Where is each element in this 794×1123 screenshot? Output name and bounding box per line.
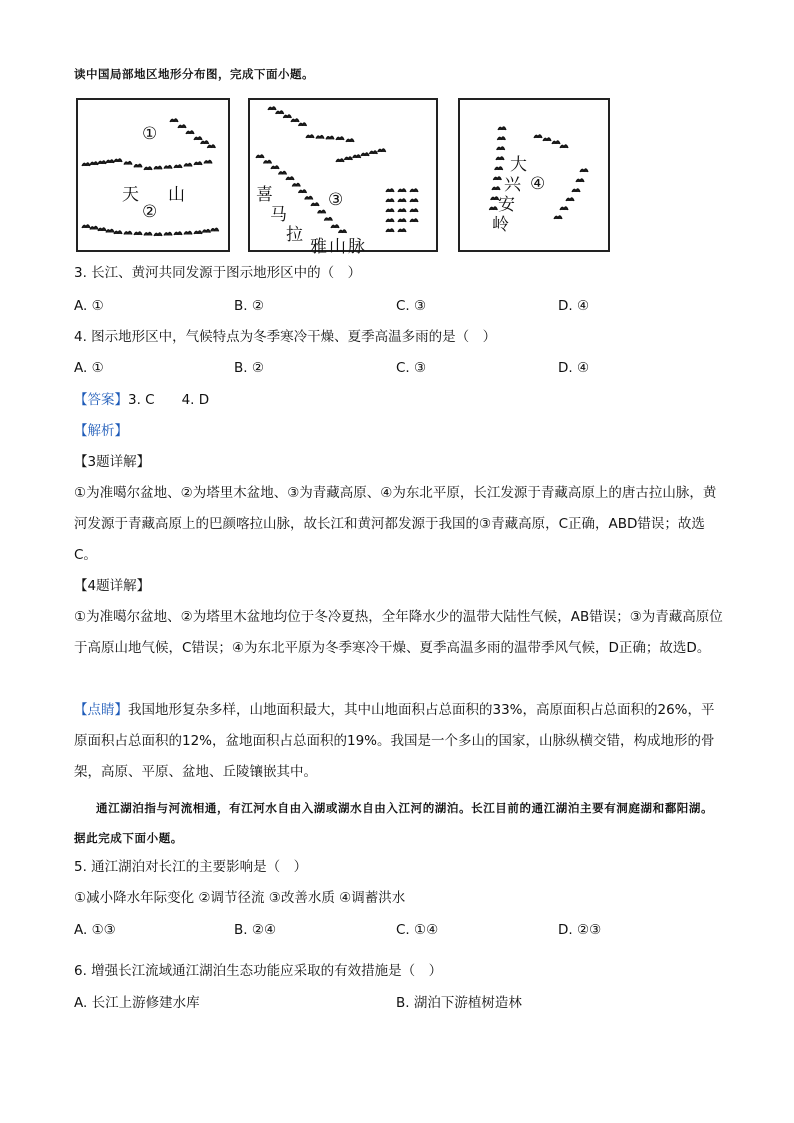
q6-option-a: A. 长江上游修建水库 <box>74 995 200 1011</box>
mountain-mark <box>299 123 307 126</box>
mountain-mark <box>554 216 562 219</box>
map1-label-shan: 山 <box>168 185 185 205</box>
mountain-mark <box>124 162 132 165</box>
mountain-mark <box>410 209 418 212</box>
mountain-mark <box>543 138 551 141</box>
mountain-mark <box>164 232 172 235</box>
map2-label-3: ③ <box>328 190 344 210</box>
answer-text: 3. C 4. D <box>128 392 210 408</box>
mountain-mark <box>311 203 319 206</box>
mountain-mark <box>398 219 406 222</box>
mountain-mark <box>106 160 114 163</box>
mountain-mark <box>184 163 192 166</box>
map1-label-2: ② <box>142 202 158 222</box>
mountain-mark <box>576 179 584 182</box>
mountain-mark <box>331 225 339 228</box>
mountain-mark <box>114 159 122 162</box>
mountain-mark <box>386 189 394 192</box>
mountain-mark <box>369 151 377 154</box>
mountain-mark <box>268 107 276 110</box>
intro-text-2: 通江湖泊指与河流相通，有江河水自由入湖或湖水自由入江河的湖泊。长江目前的通江湖泊主要有洞庭湖和鄱阳湖。据此完成下面小题。 <box>74 801 714 845</box>
mountain-mark <box>344 157 352 160</box>
intro-text-1: 读中国局部地区地形分布图，完成下面小题。 <box>74 67 314 81</box>
mountain-mark <box>497 137 505 140</box>
map1-label-tian: 天 <box>122 185 139 205</box>
mountain-mark <box>306 135 314 138</box>
mountain-mark <box>386 199 394 202</box>
d4-text: ①为准噶尔盆地、②为塔里木盆地均位于冬冷夏热，全年降水少的温带大陆性气候，AB错误；③为青藏高原位于高原山地气候，C错误；④为东北平原为冬季寒冷干燥、夏季高温多雨的温带季风气候，D正确；故选D。 <box>74 609 723 656</box>
mountain-mark <box>178 125 186 128</box>
analysis-tag: 【解析】 <box>74 423 128 439</box>
mountain-mark <box>144 232 152 235</box>
mountain-mark <box>106 229 114 232</box>
q5-option-b: B. ②④ <box>234 922 277 938</box>
mountain-mark <box>256 155 264 158</box>
map3-label-xing: 兴 <box>504 175 521 195</box>
mountain-mark <box>114 231 122 234</box>
mountain-mark <box>134 232 142 235</box>
mountain-mark <box>498 127 506 130</box>
mountain-mark <box>292 183 300 186</box>
map2-label-ma: 马 <box>270 205 287 225</box>
map3-label-an: 安 <box>498 195 515 215</box>
mountain-mark <box>286 177 294 180</box>
mountain-mark <box>386 209 394 212</box>
mountain-mark <box>202 230 210 233</box>
mountain-mark <box>324 218 332 221</box>
mountain-mark <box>326 136 334 139</box>
mountain-mark <box>186 131 194 134</box>
mountain-mark <box>299 190 307 193</box>
mountain-mark <box>264 160 272 163</box>
mountain-mark <box>398 199 406 202</box>
mountain-mark <box>497 147 505 150</box>
map3-label-ling: 岭 <box>492 215 509 235</box>
mountain-mark <box>305 196 313 199</box>
mountain-mark <box>204 160 212 163</box>
mountain-mark <box>207 145 215 148</box>
mountain-mark <box>495 167 503 170</box>
d4-tag: 【4题详解】 <box>74 578 151 594</box>
mountain-mark <box>560 145 568 148</box>
map-daxinganling <box>458 98 610 252</box>
mountain-mark <box>318 210 326 213</box>
mountain-mark <box>291 119 299 122</box>
mountain-mark <box>410 219 418 222</box>
mountain-mark <box>82 163 90 166</box>
answer-line <box>74 391 209 409</box>
mountain-mark <box>410 199 418 202</box>
mountain-mark <box>90 162 98 165</box>
mountain-mark <box>398 209 406 212</box>
q5-option-c: C. ①④ <box>396 922 439 938</box>
mountain-mark <box>283 115 291 118</box>
map2-label-xi: 喜 <box>256 185 273 205</box>
mountain-mark <box>580 169 588 172</box>
mountain-mark <box>90 226 98 229</box>
mountain-mark <box>98 228 106 231</box>
mountain-mark <box>386 219 394 222</box>
mountain-mark <box>378 149 386 152</box>
map-junggar-tarim <box>76 98 230 252</box>
mountain-mark <box>361 153 369 156</box>
mountain-mark <box>493 177 501 180</box>
q3-option-a: A. ① <box>74 298 104 314</box>
mountain-symbols-map2 <box>250 100 436 250</box>
q4-option-a: A. ① <box>74 360 104 376</box>
mountain-mark <box>194 231 202 234</box>
q4-option-d: D. ④ <box>558 360 590 376</box>
mountain-mark <box>398 229 406 232</box>
q4-option-b: B. ② <box>234 360 264 376</box>
answer-tag: 【答案】 <box>74 392 128 408</box>
mountain-mark <box>201 141 209 144</box>
mountain-mark <box>194 162 202 165</box>
q5-option-d: D. ②③ <box>558 922 602 938</box>
map3-label-da: 大 <box>510 155 527 175</box>
mountain-mark <box>496 157 504 160</box>
map-himalaya <box>248 98 438 257</box>
map1-label-1: ① <box>142 124 158 144</box>
mountain-mark <box>271 166 279 169</box>
q4-stem: 4. 图示地形区中，气候特点为冬季寒冷干燥、夏季高温多雨的是（ ） <box>74 329 497 345</box>
tip-tag: 【点睛】 <box>74 702 128 718</box>
mountain-mark <box>410 189 418 192</box>
d3-tag: 【3题详解】 <box>74 454 151 470</box>
mountain-mark <box>353 155 361 158</box>
mountain-mark <box>154 233 162 236</box>
mountain-mark <box>174 232 182 235</box>
tip-text: 我国地形复杂多样，山地面积最大，其中山地面积占总面积的33%，高原面积占总面积的26%，平原面积占总面积的12%，盆地面积占总面积的19%。我国是一个多山的国家，山脉纵横交错，构成地形的骨架，高原、平原、盆地、丘陵镶嵌其中。 <box>74 702 715 780</box>
mountain-mark <box>134 164 142 167</box>
map2-label-la: 拉 <box>286 225 303 245</box>
mountain-mark <box>534 135 542 138</box>
q5-option-a: A. ①③ <box>74 922 116 938</box>
mountain-mark <box>346 139 354 142</box>
mountain-mark <box>316 136 324 139</box>
mountain-mark <box>398 189 406 192</box>
mountain-mark <box>566 198 574 201</box>
mountain-mark <box>124 231 132 234</box>
q4-option-c: C. ③ <box>396 360 427 376</box>
mountain-mark <box>174 165 182 168</box>
mountain-mark <box>211 228 219 231</box>
q3-option-c: C. ③ <box>396 298 427 314</box>
q5-stem: 5. 通江湖泊对长江的主要影响是（ ） <box>74 859 308 875</box>
q3-option-b: B. ② <box>234 298 264 314</box>
mountain-mark <box>552 141 560 144</box>
mountain-mark <box>170 119 178 122</box>
q5-sub-items: ①减小降水年际变化 ②调节径流 ③改善水质 ④调蓄洪水 <box>74 890 406 906</box>
mountain-mark <box>276 111 284 114</box>
mountain-mark <box>184 231 192 234</box>
map3-label-4: ④ <box>530 174 546 194</box>
mountain-mark <box>144 167 152 170</box>
mountain-mark <box>154 166 162 169</box>
mountain-mark <box>336 159 344 162</box>
q3-option-d: D. ④ <box>558 298 590 314</box>
d3-text: ①为准噶尔盆地、②为塔里木盆地、③为青藏高原、④为东北平原，长江发源于青藏高原上的唐古拉山脉，黄河发源于青藏高原上的巴颜喀拉山脉，故长江和黄河都发源于我国的③青藏高原，C正确，ABD错误；故选C。 <box>74 485 717 563</box>
mountain-mark <box>82 225 90 228</box>
tip-paragraph <box>74 695 724 788</box>
mountain-mark <box>336 137 344 140</box>
mountain-mark <box>572 189 580 192</box>
mountain-mark <box>98 161 106 164</box>
map2-label-yashanmai: 雅山脉 <box>310 237 367 257</box>
mountain-mark <box>279 171 287 174</box>
q6-option-b: B. 湖泊下游植树造林 <box>396 995 522 1011</box>
mountain-mark <box>560 207 568 210</box>
q6-stem: 6. 增强长江流域通江湖泊生态功能应采取的有效措施是（ ） <box>74 963 443 979</box>
mountain-mark <box>194 137 202 140</box>
mountain-mark <box>386 229 394 232</box>
q3-stem: 3. 长江、黄河共同发源于图示地形区中的（ ） <box>74 265 362 281</box>
mountain-symbols-map1 <box>78 100 228 250</box>
mountain-mark <box>164 166 172 169</box>
